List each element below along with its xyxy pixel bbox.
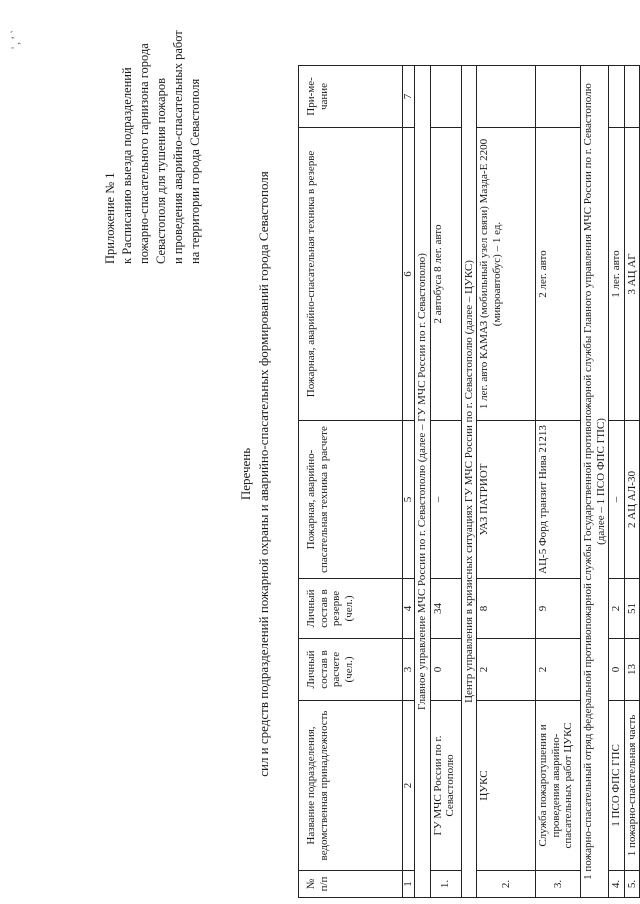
unit-name: 1 пожарно-спасательная часть <box>624 701 640 871</box>
table-row <box>609 66 625 898</box>
staff-reserve: 51 <box>624 579 640 639</box>
unit-name: ЦУКС <box>477 701 536 871</box>
staff-calc: 2 <box>536 639 581 701</box>
header-row <box>299 66 403 898</box>
annex-line: и проведения аварийно-спасательных работ <box>171 30 185 264</box>
header-number: № п/п <box>299 871 403 898</box>
column-number: 2 <box>403 701 415 871</box>
column-number: 1 <box>403 871 415 898</box>
row-number: 1. <box>430 871 461 898</box>
unit-name: ГУ МЧС России по г. Севастополю <box>430 701 461 871</box>
header-tech-calc: Пожарная, аварийно-спасательная техника в расчете <box>299 421 403 579</box>
staff-reserve: 9 <box>536 579 581 639</box>
column-number: 4 <box>403 579 415 639</box>
table-row <box>536 66 581 898</box>
staff-calc: 0 <box>609 639 625 701</box>
row-number: 5. <box>624 871 640 898</box>
tech-reserve: 2 автобуса 8 лег. авто <box>430 128 461 421</box>
staff-reserve: 34 <box>430 579 461 639</box>
document-title: Перечень <box>238 447 253 501</box>
row-number: 3. <box>536 871 581 898</box>
section-title: Главное управление МЧС России по г. Севастополю (далее – ГУ МЧС России по г. Севастополю) <box>415 66 431 898</box>
header-note: При-ме-чание <box>299 66 403 128</box>
tech-reserve: 2 лег. авто <box>536 128 581 421</box>
column-number: 7 <box>403 66 415 128</box>
tech-calc: 2 АЦ АЛ-30 <box>624 421 640 579</box>
tech-calc: УАЗ ПАТРИОТ <box>477 421 536 579</box>
section-row <box>581 66 609 898</box>
tech-calc: АЦ-5 Форд транзит Нива 21213 <box>536 421 581 579</box>
tech-calc: – <box>609 421 625 579</box>
column-number-row <box>403 66 415 898</box>
row-number: 4. <box>609 871 625 898</box>
staff-calc: 2 <box>477 639 536 701</box>
section-title: Центр управления в кризисных ситуациях ГУ МЧС России по г. Севастополю (далее – ЦУКС) <box>461 66 477 898</box>
tech-reserve: 1 лег. авто КАМАЗ (мобильный узел связи) Мазда-Е 2200 (микроавтобус) – 1 ед. <box>477 128 536 421</box>
header-tech-reserve: Пожарная, аварийно-спасательная техника в резерве <box>299 128 403 421</box>
tech-reserve: 3 АЦ АГ <box>624 128 640 421</box>
annex-line: Севастополя для тушения пожаров <box>154 78 168 264</box>
staff-calc: 13 <box>624 639 640 701</box>
table-row <box>430 66 461 898</box>
row-number: 2. <box>477 871 536 898</box>
table-row <box>477 66 536 898</box>
unit-name: 1 ПСО ФПС ГПС <box>609 701 625 871</box>
column-number: 3 <box>403 639 415 701</box>
annex-line: на территории города Севастополя <box>188 78 202 264</box>
header-staff-reserve: Личный состав в резерве (чел.) <box>299 579 403 639</box>
forces-table <box>298 65 640 898</box>
staff-calc: 0 <box>430 639 461 701</box>
annex-block <box>102 14 204 264</box>
header-staff-calc: Личный состав в расчете (чел.) <box>299 639 403 701</box>
annex-line: Приложение № 1 <box>103 172 117 264</box>
corner-mark: ',’` <box>8 27 22 49</box>
annex-line: к Расписанию выезда подразделений <box>120 67 134 264</box>
column-number: 5 <box>403 421 415 579</box>
section-title: 1 пожарно-спасательный отряд федеральной противопожарной службы Государственной противопожарной службы Главного управления МЧС России по г. Севастополю (далее – 1 ПСО ФПС ГПС) <box>581 66 609 898</box>
staff-reserve: 8 <box>477 579 536 639</box>
staff-reserve: 2 <box>609 579 625 639</box>
note <box>624 66 640 128</box>
table-row <box>624 66 640 898</box>
annex-line: пожарно-спасательного гарнизона города <box>137 43 151 264</box>
header-name: Название подразделения, ведомственная принадлежность <box>299 701 403 871</box>
note <box>477 66 536 128</box>
note <box>609 66 625 128</box>
tech-reserve: 1 лег. авто <box>609 128 625 421</box>
unit-name: Служба пожаротушения и проведения аварийно-спасательных работ ЦУКС <box>536 701 581 871</box>
note <box>536 66 581 128</box>
section-row <box>461 66 477 898</box>
note <box>430 66 461 128</box>
column-number: 6 <box>403 128 415 421</box>
section-row <box>415 66 431 898</box>
document-subtitle: сил и средств подразделений пожарной охраны и аварийно-спасательных формирований города Севастополя <box>256 171 271 777</box>
tech-calc: – <box>430 421 461 579</box>
